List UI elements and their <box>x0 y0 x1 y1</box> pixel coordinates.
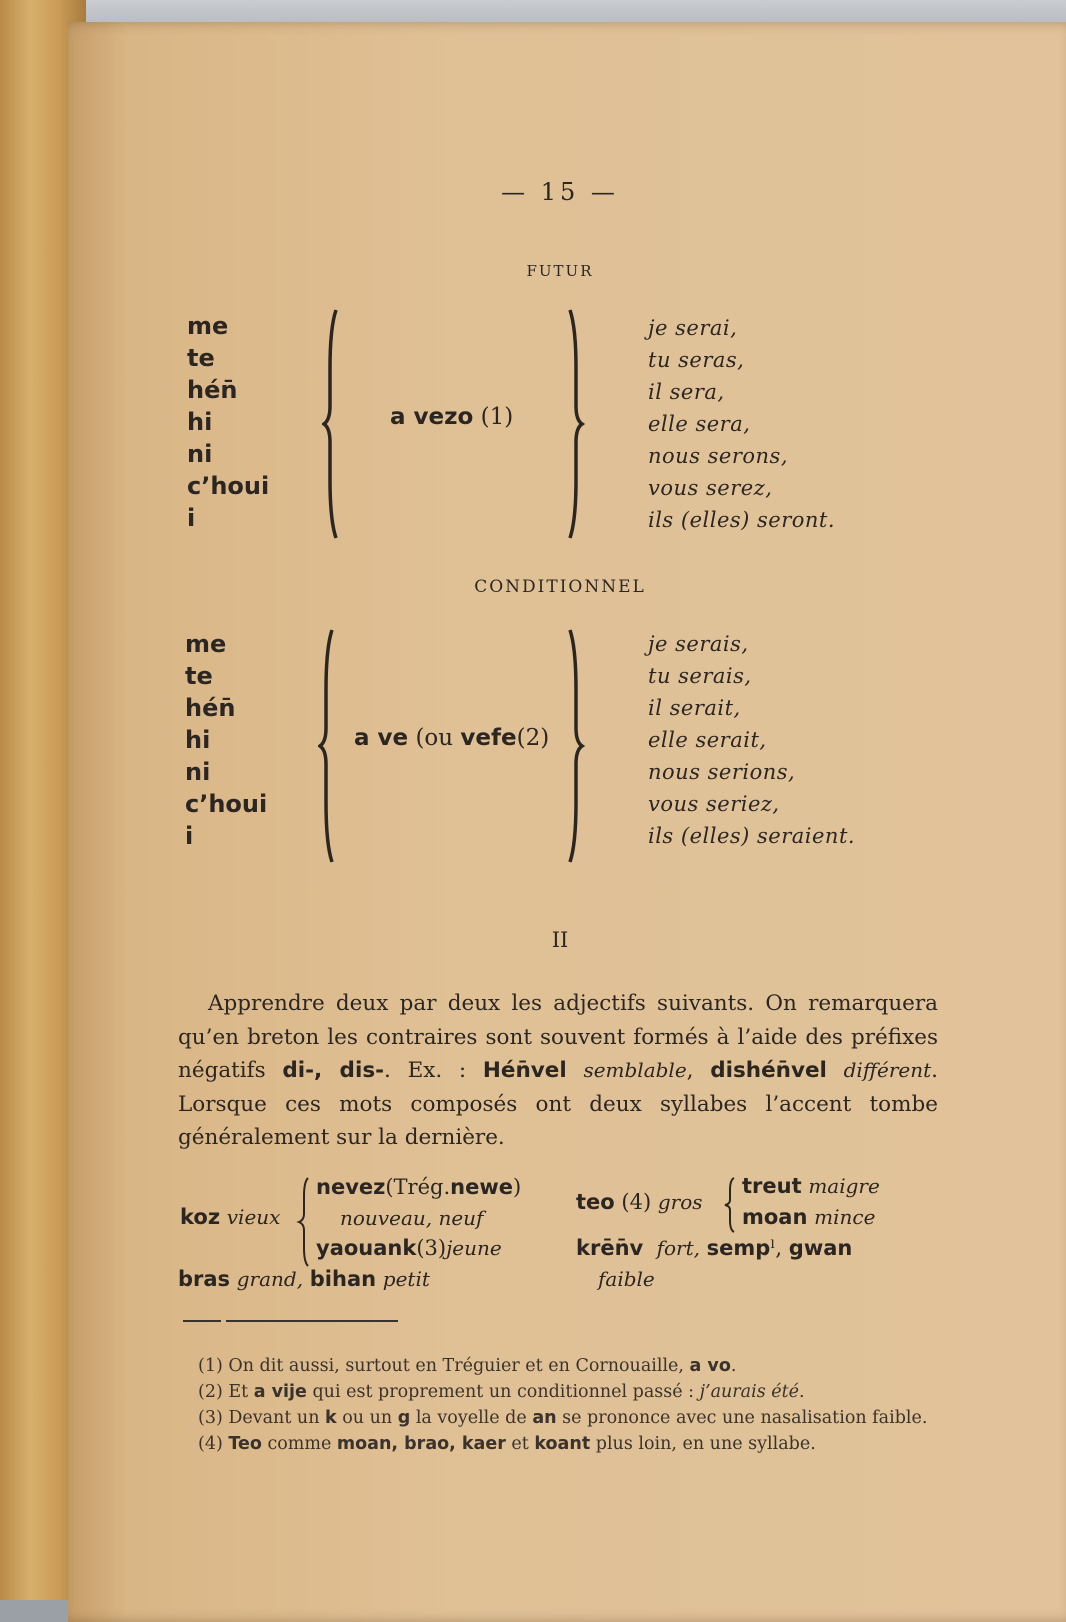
example-translation: semblable <box>583 1058 687 1082</box>
prefixes-bold: di-, dis- <box>282 1058 385 1083</box>
footnote-italic: j’aurais été <box>699 1382 799 1402</box>
french-word: jeune <box>446 1236 502 1260</box>
note-ref: (3) <box>416 1236 447 1260</box>
footnote-bold: koant <box>534 1434 591 1454</box>
vocab-teo <box>576 1190 703 1214</box>
french-word: fort, <box>656 1236 700 1260</box>
vocab-treut <box>742 1174 880 1198</box>
futur-left-brace <box>322 308 346 540</box>
french-word: gros <box>657 1190 703 1214</box>
footnotes <box>176 1353 938 1457</box>
footnote-text: . <box>730 1356 737 1376</box>
breton-word: yaouank <box>316 1236 417 1260</box>
footnote-text: (4) <box>198 1434 229 1454</box>
example-word: dishén̄vel <box>710 1058 827 1083</box>
footnote-text: qui est proprement un conditionnel passé : <box>306 1382 700 1402</box>
breton-word: koz <box>180 1205 221 1229</box>
vocab-faible <box>598 1267 655 1291</box>
vocab-krenv-semp-gwan <box>576 1236 852 1260</box>
pronoun-me: me <box>187 312 229 340</box>
conditionnel-heading: CONDITIONNEL <box>474 577 646 597</box>
translation-line: je serais, <box>648 632 749 656</box>
pronoun-ni: ni <box>187 440 213 468</box>
breton-word: krēn̄v <box>576 1236 644 1260</box>
page-number: — 15 — <box>501 178 619 206</box>
translation-line: tu serais, <box>648 664 752 688</box>
futur-translations <box>648 312 835 536</box>
section-heading: II <box>551 928 569 952</box>
french-word: maigre <box>808 1174 880 1198</box>
conditionnel-translations <box>648 628 855 852</box>
translation-line: il serait, <box>648 696 741 720</box>
vocab-koz <box>180 1205 280 1229</box>
futur-verb <box>390 404 513 430</box>
footnote-2 <box>176 1379 938 1405</box>
futur-heading: FUTUR <box>526 262 594 280</box>
footnote-text: la voyelle de <box>410 1408 533 1428</box>
note-ref: (4) <box>621 1190 652 1214</box>
footnote-text: ou un <box>336 1408 398 1428</box>
conditionnel-left-brace <box>318 628 342 864</box>
conditionnel-verb-a: a ve <box>354 725 409 751</box>
footnote-bold: g <box>397 1408 411 1428</box>
footnote-text: et <box>505 1434 535 1454</box>
pronoun-hi: hi <box>187 408 213 436</box>
vocab-nevez <box>316 1175 521 1199</box>
footnote-rule-long <box>226 1320 398 1322</box>
paragraph-part: . Ex. : <box>384 1058 483 1083</box>
footnote-text: comme <box>261 1434 337 1454</box>
pronoun-te: te <box>185 662 213 690</box>
futur-pronouns <box>187 310 269 534</box>
futur-verb-text: a vezo <box>390 404 474 430</box>
dialect-note: ) <box>513 1175 522 1199</box>
footnote-1 <box>176 1353 938 1379</box>
dialect-note: (Trég. <box>385 1175 451 1199</box>
french-word: vieux <box>226 1205 281 1229</box>
example-translation: différent <box>843 1058 932 1082</box>
vocab-bras-bihan <box>178 1267 430 1291</box>
conditionnel-note-ref: (2) <box>516 725 550 751</box>
conditionnel-pronouns <box>185 628 267 852</box>
translation-line: vous serez, <box>648 476 773 500</box>
pronoun-i: i <box>185 822 194 850</box>
footnote-rule-short <box>183 1320 221 1322</box>
breton-word: treut <box>742 1174 802 1198</box>
conditionnel-verb <box>354 725 549 751</box>
pronoun-hi: hi <box>185 726 211 754</box>
pronoun-chouï: c’houi <box>187 472 270 500</box>
footnote-bold: an <box>532 1408 557 1428</box>
translation-line: elle sera, <box>648 412 751 436</box>
futur-note-ref: (1) <box>480 404 514 430</box>
footnote-bold: a vo <box>689 1356 731 1376</box>
french-word: nouveau, neuf <box>340 1206 484 1230</box>
footnote-text: plus loin, en une syllabe. <box>590 1434 816 1454</box>
pronoun-te: te <box>187 344 215 372</box>
translation-line: ils (elles) seraient. <box>648 824 856 848</box>
footnote-text: . <box>799 1382 805 1402</box>
section-paragraph <box>178 987 938 1155</box>
footnote-bold: a vije <box>253 1382 307 1402</box>
pronoun-hen: hén̄ <box>185 694 236 722</box>
footnote-bold: k <box>325 1408 337 1428</box>
mark: ˡ, <box>770 1236 783 1260</box>
translation-line: il sera, <box>648 380 725 404</box>
footnote-text: se prononce avec une nasalisation faible. <box>556 1408 928 1428</box>
breton-word: bras <box>178 1267 231 1291</box>
translation-line: ils (elles) seront. <box>648 508 836 532</box>
pronoun-ni: ni <box>185 758 211 786</box>
breton-word: gwan <box>788 1236 853 1260</box>
vocab-nevez-translation <box>340 1206 483 1230</box>
paragraph-text <box>178 987 938 1155</box>
breton-word: bihan <box>309 1267 377 1291</box>
paragraph-part: , <box>686 1058 711 1083</box>
french-word: grand, <box>236 1267 304 1291</box>
translation-line: nous serons, <box>648 444 789 468</box>
footnote-bold: moan, brao, kaer <box>336 1434 506 1454</box>
breton-word: nevez <box>316 1175 386 1199</box>
translation-line: vous seriez, <box>648 792 780 816</box>
breton-word: semp <box>706 1236 771 1260</box>
vocab-yaouank <box>316 1236 502 1260</box>
translation-line: elle serait, <box>648 728 767 752</box>
french-word: faible <box>598 1267 655 1291</box>
pronoun-me: me <box>185 630 227 658</box>
conditionnel-verb-b: vefe <box>460 725 517 751</box>
translation-line: tu seras, <box>648 348 745 372</box>
futur-right-brace <box>562 308 586 540</box>
footnote-text: (1) On dit aussi, surtout en Tréguier et en Cornouaille, <box>198 1356 690 1376</box>
french-word: petit <box>382 1267 430 1291</box>
pronoun-hen: hén̄ <box>187 376 238 404</box>
footnote-3 <box>176 1405 938 1431</box>
breton-word: teo <box>576 1190 615 1214</box>
pronoun-i: i <box>187 504 196 532</box>
paragraph-part: . Lorsque ces mots composés ont deux syllabes l’accent tombe généralement sur la dernière. <box>178 1058 938 1150</box>
conditionnel-verb-ou: (ou <box>415 725 454 751</box>
example-word: Hén̄vel <box>482 1058 567 1083</box>
footnote-text: (2) Et <box>198 1382 254 1402</box>
breton-word: newe <box>450 1175 513 1199</box>
translation-line: je serai, <box>648 316 738 340</box>
breton-word: moan <box>742 1205 808 1229</box>
footnote-bold: Teo <box>228 1434 262 1454</box>
french-word: mince <box>814 1205 876 1229</box>
paragraph-part: Apprendre deux par deux les adjectifs suivants. On remarquera qu’en breton les contraires sont souvent formés à l’aide des préfixes négatifs <box>178 991 938 1083</box>
translation-line: nous serions, <box>648 760 796 784</box>
footnote-4 <box>176 1431 938 1457</box>
vocab-moan <box>742 1205 875 1229</box>
conditionnel-right-brace <box>562 628 586 864</box>
footnote-text: (3) Devant un <box>198 1408 326 1428</box>
pronoun-chouï: c’houi <box>185 790 268 818</box>
